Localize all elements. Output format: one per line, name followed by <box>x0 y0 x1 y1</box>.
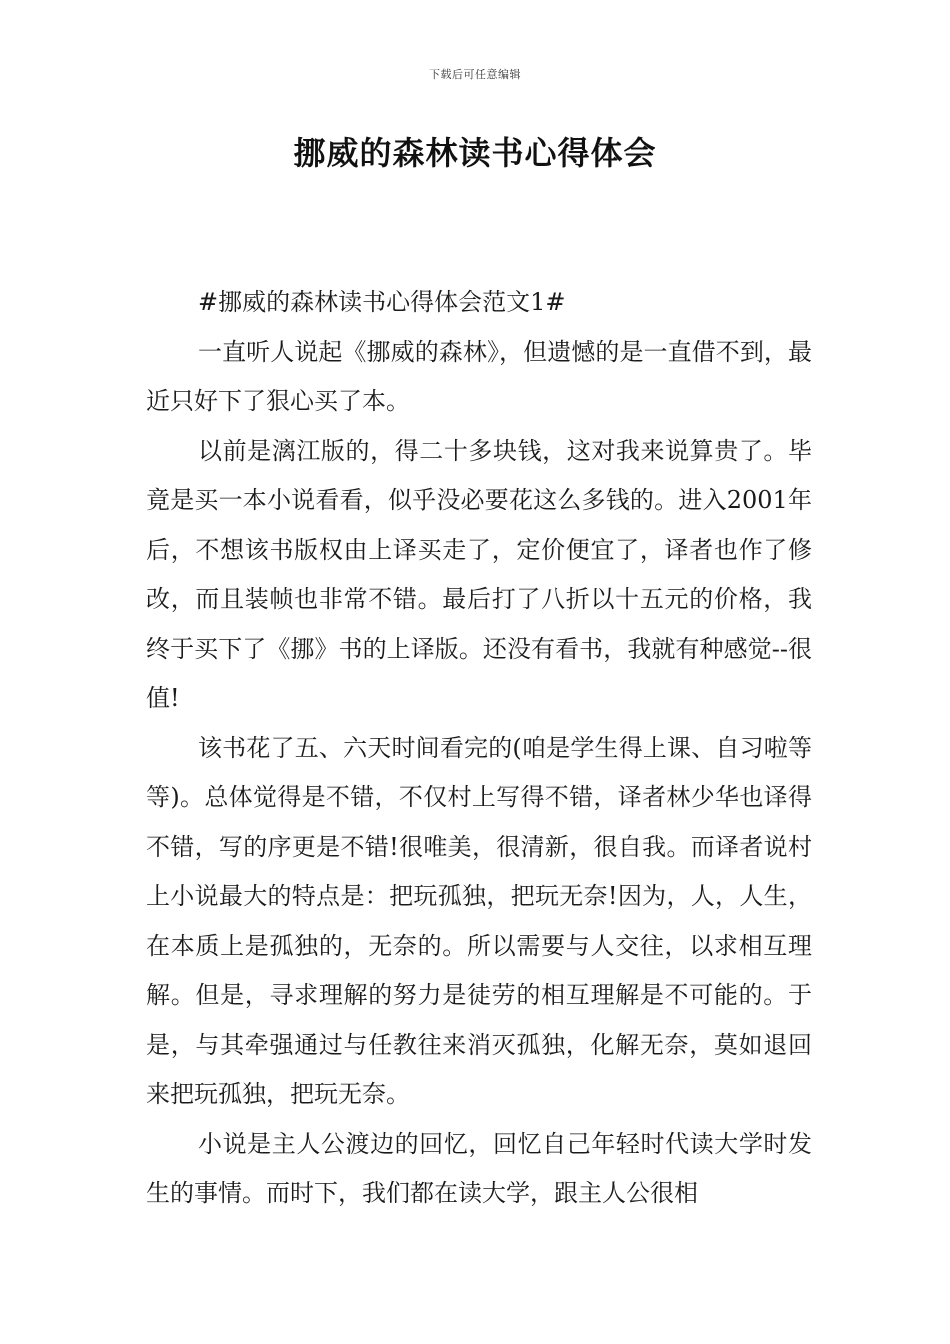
paragraph: 一直听人说起《挪威的森林》，但遗憾的是一直借不到，最近只好下了狠心买了本。 <box>146 337 812 415</box>
paragraph: 以前是漓江版的，得二十多块钱，这对我来说算贵了。毕竟是买一本小说看看，似乎没必要花这么多钱的。进入2001年后，不想该书版权由上译买走了，定价便宜了，译者也作了修改，而且装帧也非常不错。最后打了八折以十五元的价格，我终于买下了《挪》书的上译版。还没有看书，我就有种感觉--很值! <box>146 436 812 712</box>
document-body <box>146 278 812 1219</box>
section-heading: #挪威的森林读书心得体会范文1# <box>198 288 566 316</box>
paragraph: 小说是主人公渡边的回忆，回忆自己年轻时代读大学时发生的事情。而时下，我们都在读大学，跟主人公很相 <box>146 1129 812 1207</box>
document-title: 挪威的森林读书心得体会 <box>293 134 657 172</box>
page-header-note: 下载后可任意编辑 <box>429 68 521 81</box>
paragraph: 该书花了五、六天时间看完的(咱是学生得上课、自习啦等等)。总体觉得是不错，不仅村上写得不错，译者林少华也译得不错，写的序更是不错!很唯美，很清新，很自我。而译者说村上小说最大的特点是：把玩孤独，把玩无奈!因为，人，人生，在本质上是孤独的，无奈的。所以需要与人交往，以求相互理解。但是，寻求理解的努力是徒劳的相互理解是不可能的。于是，与其牵强通过与任教往来消灭孤独，化解无奈，莫如退回来把玩孤独，把玩无奈。 <box>146 733 812 1108</box>
